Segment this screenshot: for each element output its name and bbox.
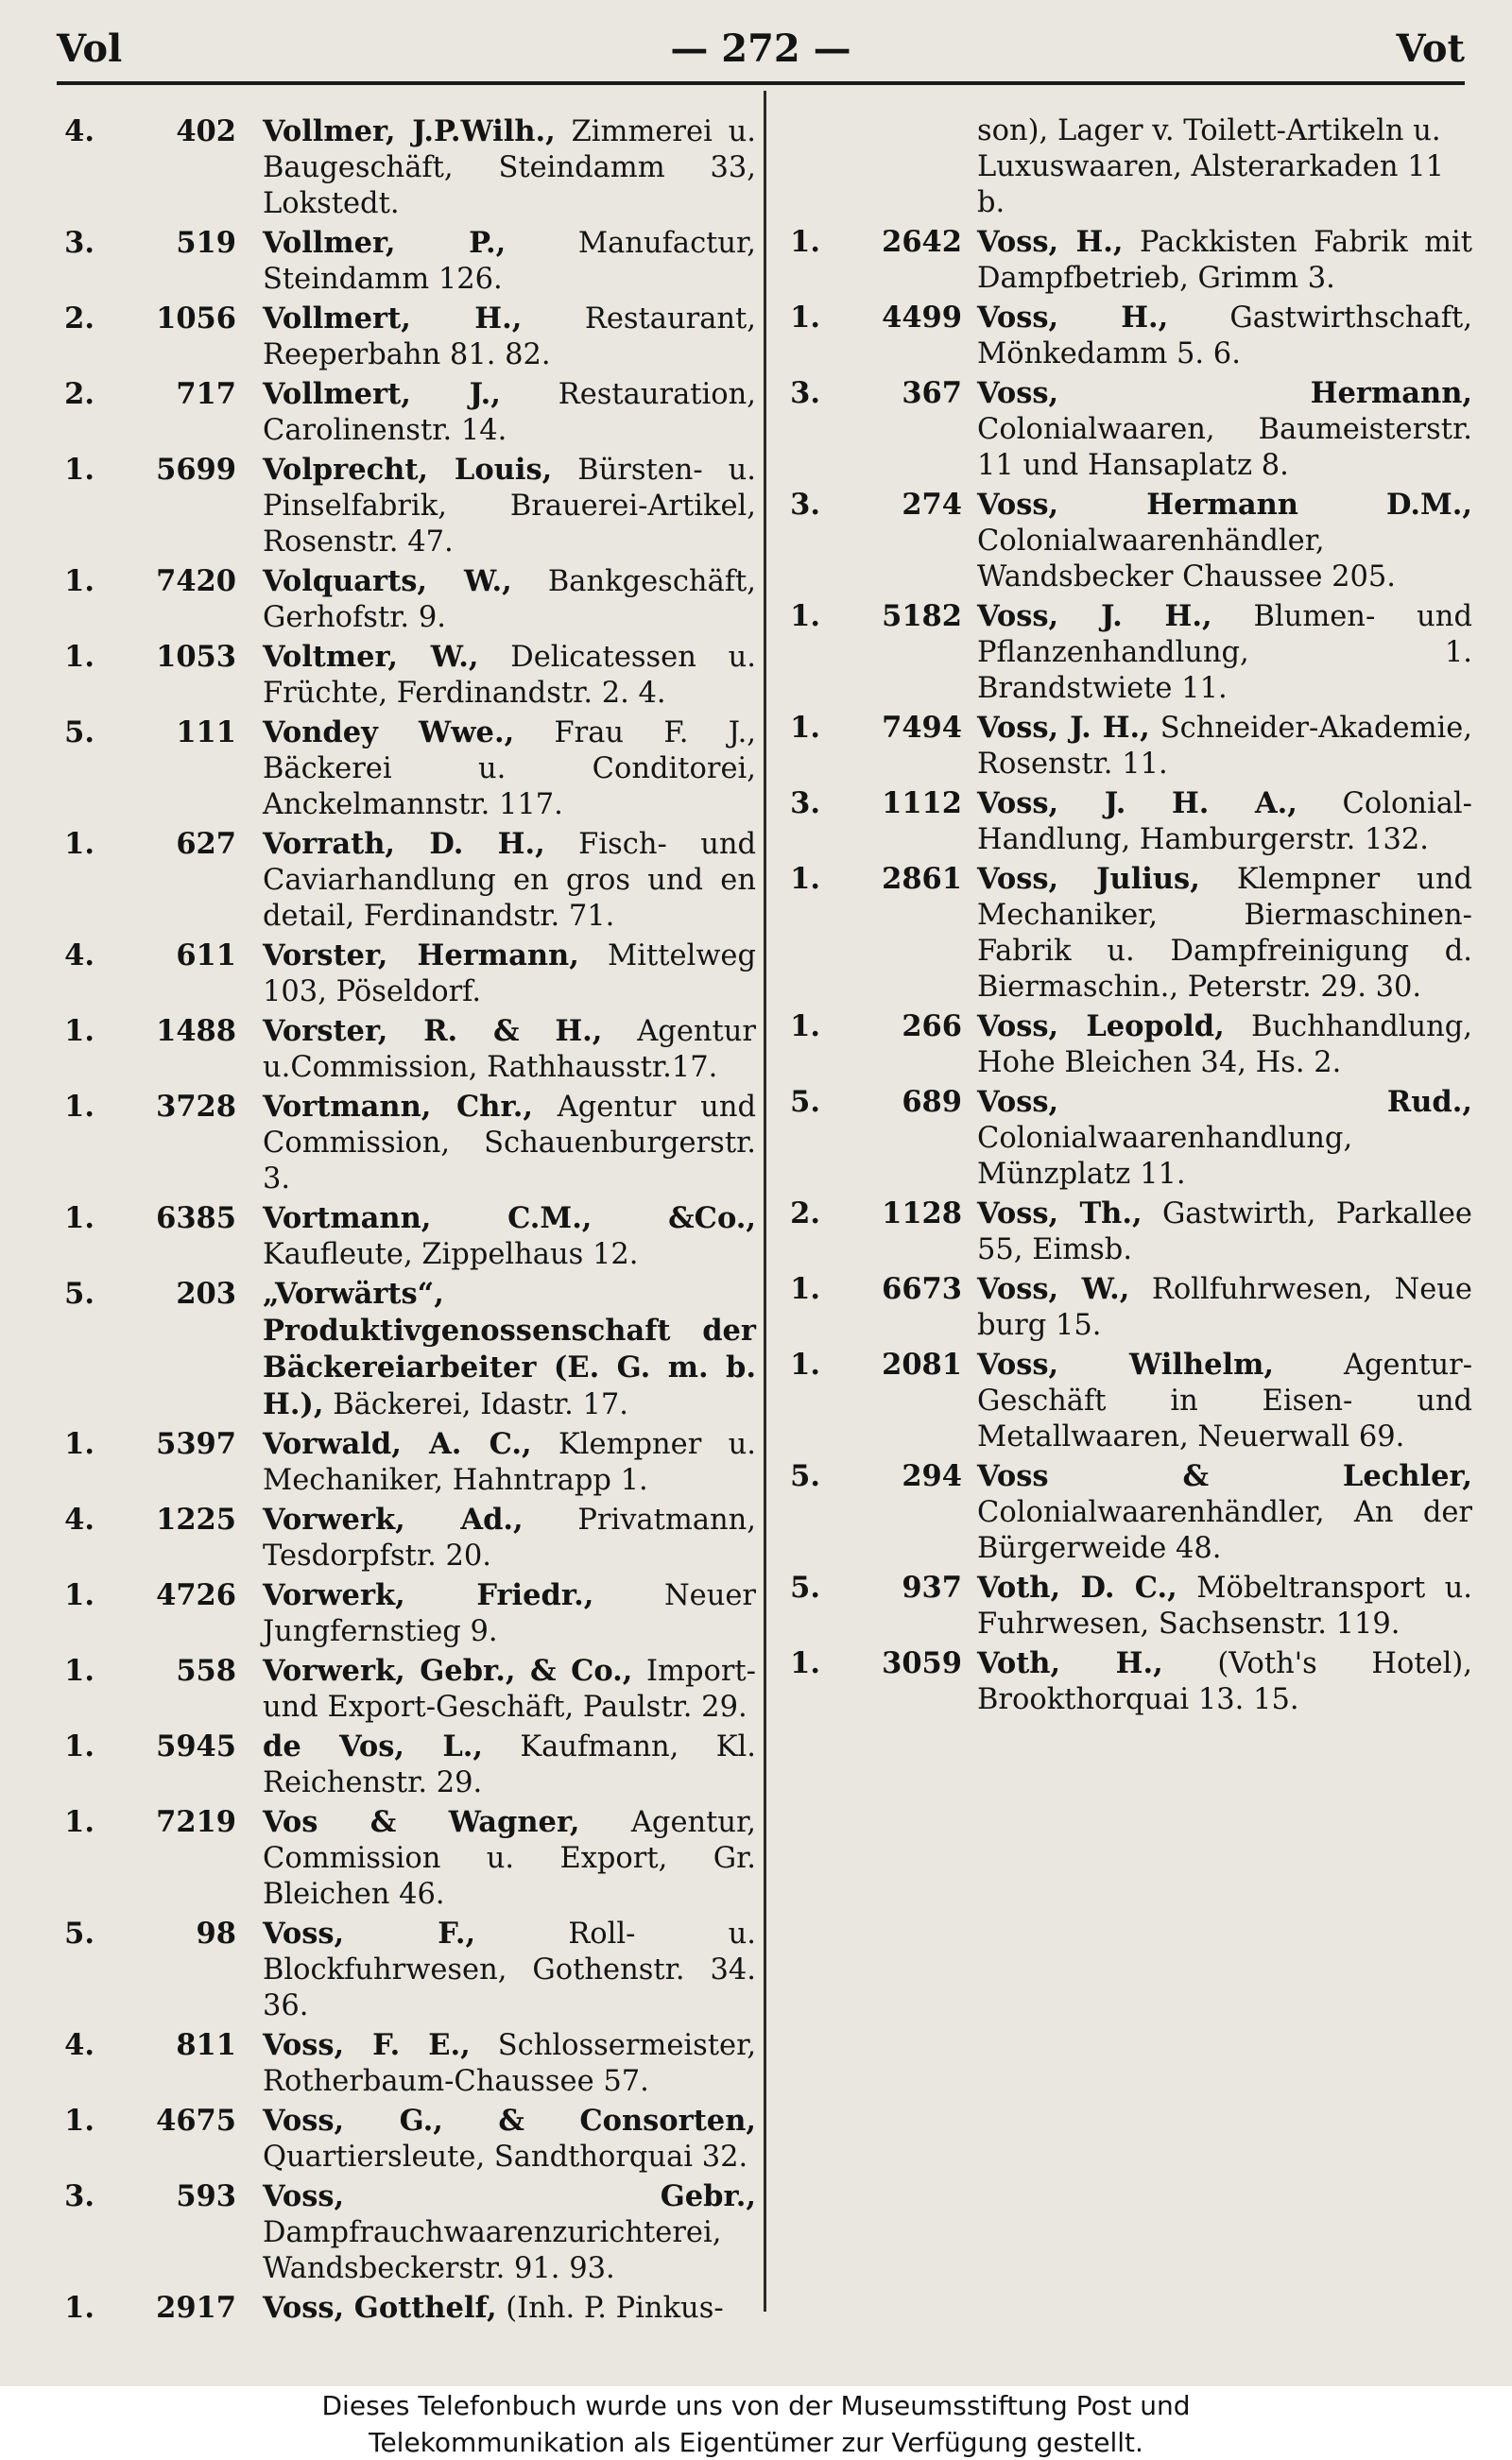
subscriber-details: (Voth's Hotel), Brookthorquai 13. 15. <box>977 1647 1472 1716</box>
subscriber-details: Colonialwaarenhandlung, Münzplatz 11. <box>977 1122 1353 1191</box>
exchange-number: 2. <box>64 377 94 411</box>
subscriber-number: 3728 <box>156 1090 236 1124</box>
directory-entry <box>57 2178 756 2287</box>
exchange-number: 3. <box>790 786 820 820</box>
subscriber-number: 7219 <box>156 1805 236 1839</box>
entry-body <box>263 1200 756 1273</box>
entry-body <box>263 2178 756 2287</box>
phone-number <box>782 1196 976 1231</box>
subscriber-name: Voss & Lechler, <box>977 1459 1472 1493</box>
subscriber-name: Vollmert, H., <box>263 301 523 335</box>
subscriber-name: Voss, Rud., <box>977 1085 1472 1119</box>
subscriber-details: Rollfuhrwesen, Neue burg 15. <box>977 1273 1472 1342</box>
subscriber-details: Möbeltransport u. Fuhrwesen, Sachsenstr. 119. <box>977 1572 1472 1641</box>
subscriber-details: Kaufmann, Kl. Reichenstr. 29. <box>263 1730 756 1799</box>
subscriber-number: 627 <box>176 827 236 861</box>
entry-body <box>263 452 756 560</box>
subscriber-number: 593 <box>176 2179 236 2213</box>
directory-entry <box>57 1502 756 1574</box>
subscriber-number: 1056 <box>156 301 236 335</box>
phone-number <box>57 1916 260 1952</box>
phone-number <box>57 563 260 599</box>
directory-entry <box>57 2103 756 2176</box>
subscriber-details: (Inh. P. Pinkus- <box>506 2292 724 2325</box>
exchange-number: 1. <box>64 1805 94 1839</box>
phone-number <box>782 1645 976 1681</box>
subscriber-details: Manufactur, Steindamm 126. <box>263 227 756 296</box>
entry-body <box>977 598 1472 707</box>
directory-entry <box>57 376 756 449</box>
subscriber-name: Voth, H., <box>977 1646 1163 1680</box>
subscriber-name: Voss, J. H. A., <box>977 786 1297 820</box>
entry-body <box>977 785 1472 858</box>
subscriber-number: 7420 <box>156 564 236 598</box>
exchange-number: 1. <box>64 1090 94 1124</box>
subscriber-name: Voss, Gebr., <box>263 2179 756 2213</box>
exchange-number: 1. <box>790 301 820 335</box>
subscriber-name: Vondey Wwe., <box>263 715 515 749</box>
subscriber-details: Zimmerei u. Baugeschäft, Steindamm 33, Lokstedt. <box>263 115 756 220</box>
subscriber-details: Colonialwaarenhändler, An der Bürgerweide 48. <box>977 1496 1472 1565</box>
directory-entry <box>782 1008 1472 1081</box>
exchange-number: 4. <box>64 1503 94 1537</box>
subscriber-number: 5945 <box>156 1729 236 1763</box>
subscriber-details: Packkisten Fabrik mit Dampfbetrieb, Grimm 3. <box>977 226 1472 295</box>
subscriber-number: 98 <box>196 1917 236 1951</box>
phone-number <box>57 1577 260 1613</box>
directory-entry <box>57 1804 756 1913</box>
subscriber-name: Voss, Hermann D.M., <box>977 488 1472 522</box>
header-rule <box>57 81 1465 85</box>
subscriber-details: Klempner und Mechaniker, Biermaschinen-Fabrik u. Dampfreinigung d. Biermaschin., Peterstr. 29. 30. <box>977 863 1472 1004</box>
subscriber-name: Voth, D. C., <box>977 1571 1177 1605</box>
exchange-number: 1. <box>64 1654 94 1688</box>
entry-body <box>263 714 756 823</box>
subscriber-number: 274 <box>902 488 962 522</box>
phone-number <box>57 1426 260 1462</box>
entry-body <box>977 1347 1472 1455</box>
directory-entry <box>782 785 1472 858</box>
directory-entry <box>782 1645 1472 1718</box>
subscriber-name: Vorster, R. & H., <box>263 1014 603 1048</box>
subscriber-details: Colonial-Handlung, Hamburgerstr. 132. <box>977 787 1472 856</box>
phone-number <box>57 1013 260 1049</box>
directory-entry <box>57 1200 756 1273</box>
entry-body <box>263 301 756 373</box>
directory-entry <box>782 224 1472 297</box>
subscriber-name: Voss, W., <box>977 1272 1130 1306</box>
subscriber-number: 402 <box>176 114 236 148</box>
exchange-number: 5. <box>790 1459 820 1493</box>
subscriber-number: 1225 <box>156 1503 236 1537</box>
directory-entry <box>782 487 1472 595</box>
subscriber-number: 4726 <box>156 1578 236 1612</box>
exchange-number: 5. <box>790 1571 820 1605</box>
entry-body <box>263 1089 756 1197</box>
directory-entry <box>782 1347 1472 1455</box>
exchange-number: 3. <box>64 2179 94 2213</box>
phone-number <box>782 598 976 634</box>
subscriber-number: 2917 <box>156 2291 236 2325</box>
exchange-number: 1. <box>64 2104 94 2138</box>
subscriber-number: 294 <box>902 1459 962 1493</box>
directory-entry <box>782 1570 1472 1643</box>
subscriber-details: Dampfrauchwaarenzurichterei, Wandsbeckerstr. 91. 93. <box>263 2216 722 2285</box>
entry-body <box>977 300 1472 372</box>
exchange-number: 5. <box>64 715 94 749</box>
phone-number <box>782 375 976 411</box>
subscriber-name: Vollmer, J.P.Wilh., <box>263 114 556 148</box>
subscriber-number: 2081 <box>882 1348 962 1382</box>
subscriber-name: Voss, H., <box>977 225 1124 259</box>
subscriber-name: Voss, Leopold, <box>977 1009 1225 1043</box>
directory-entry <box>57 1013 756 1086</box>
entry-body <box>263 1653 756 1726</box>
exchange-number: 4. <box>64 114 94 148</box>
entry-body <box>977 1271 1472 1344</box>
continued-entry-text: son), Lager v. Toilett-Artikeln u. Luxuswaaren, Alsterarkaden 11 b. <box>977 114 1445 219</box>
entry-body <box>977 487 1472 595</box>
exchange-number: 3. <box>790 376 820 410</box>
subscriber-name: Voss, G., & Consorten, <box>263 2104 756 2138</box>
entry-body <box>263 563 756 636</box>
subscriber-name: Volquarts, W., <box>263 564 512 598</box>
directory-entry <box>57 639 756 712</box>
subscriber-name: Voss, J. H., <box>977 599 1212 633</box>
subscriber-details: Buchhandlung, Hohe Bleichen 34, Hs. 2. <box>977 1010 1472 1079</box>
subscriber-number: 5182 <box>882 599 962 633</box>
subscriber-number: 558 <box>176 1654 236 1688</box>
entry-body <box>263 225 756 298</box>
phone-number <box>782 1570 976 1606</box>
directory-entry <box>57 2290 756 2327</box>
subscriber-details: Bankgeschäft, Gerhofstr. 9. <box>263 565 756 634</box>
exchange-number: 1. <box>64 2291 94 2325</box>
subscriber-number: 689 <box>902 1085 962 1119</box>
subscriber-number: 4499 <box>882 301 962 335</box>
page-number: — 272 — <box>670 26 851 71</box>
exchange-number: 1. <box>64 453 94 487</box>
subscriber-name: Voss, H., <box>977 301 1169 335</box>
exchange-number: 1. <box>790 225 820 259</box>
subscriber-details: Gastwirthschaft, Mönkedamm 5. 6. <box>977 301 1472 370</box>
entry-body <box>977 224 1472 297</box>
subscriber-name: Vorwerk, Ad., <box>263 1503 524 1537</box>
exchange-number: 1. <box>64 564 94 598</box>
subscriber-number: 6673 <box>882 1272 962 1306</box>
exchange-number: 1. <box>64 1729 94 1763</box>
directory-entry <box>57 938 756 1010</box>
subscriber-details: Schlossermeister, Rotherbaum-Chaussee 57. <box>263 2029 757 2098</box>
phone-number <box>782 300 976 335</box>
exchange-number: 2. <box>790 1196 820 1230</box>
phone-number <box>57 1653 260 1689</box>
exchange-number: 3. <box>790 488 820 522</box>
subscriber-name: Voss, F. E., <box>263 2028 471 2062</box>
phone-number <box>57 1089 260 1125</box>
phone-number <box>782 710 976 746</box>
subscriber-name: Vorrath, D. H., <box>263 827 545 861</box>
phone-number <box>57 2027 260 2063</box>
subscriber-name: Vorwerk, Gebr., & Co., <box>263 1654 633 1688</box>
subscriber-details: Agentur und Commission, Schauenburgerstr. 3. <box>263 1091 756 1196</box>
subscriber-number: 7494 <box>882 711 962 745</box>
phone-number <box>57 714 260 750</box>
subscriber-details: Privatmann, Tesdorpfstr. 20. <box>263 1504 756 1573</box>
directory-entry <box>57 714 756 823</box>
exchange-number: 1. <box>790 862 820 896</box>
entry-body <box>263 1804 756 1913</box>
exchange-number: 1. <box>790 1009 820 1043</box>
phone-number <box>57 452 260 488</box>
subscriber-name: de Vos, L., <box>263 1729 484 1763</box>
footer-notice <box>0 2386 1512 2460</box>
entry-body <box>263 826 756 935</box>
entry-body <box>977 710 1472 783</box>
exchange-number: 1. <box>64 1427 94 1461</box>
entry-body <box>263 639 756 712</box>
subscriber-name: Vorwerk, Friedr., <box>263 1578 594 1612</box>
phone-number <box>782 1458 976 1494</box>
exchange-number: 1. <box>790 1272 820 1306</box>
exchange-number: 1. <box>64 827 94 861</box>
directory-entry <box>57 301 756 373</box>
header-left-keyword: Vol <box>57 26 123 71</box>
subscriber-number: 203 <box>176 1277 236 1311</box>
subscriber-number: 1128 <box>882 1196 962 1230</box>
subscriber-name: Voss, F., <box>263 1917 476 1951</box>
directory-entry <box>57 452 756 560</box>
subscriber-details: Frau F. J., Bäckerei u. Conditorei, Anckelmannstr. 117. <box>263 716 756 821</box>
subscriber-number: 5699 <box>156 453 236 487</box>
subscriber-details: Gastwirth, Parkallee 55, Eimsb. <box>977 1197 1472 1266</box>
subscriber-number: 266 <box>902 1009 962 1043</box>
exchange-number: 5. <box>64 1277 94 1311</box>
directory-entry <box>57 563 756 636</box>
subscriber-details: Kaufleute, Zippelhaus 12. <box>263 1238 639 1271</box>
subscriber-number: 111 <box>176 715 236 749</box>
subscriber-details: Colonialwaarenhändler, Wandsbecker Chaussee 205. <box>977 525 1396 593</box>
phone-number <box>782 1008 976 1044</box>
subscriber-details: Restauration, Carolinenstr. 14. <box>263 378 756 447</box>
right-column <box>782 113 1472 1721</box>
subscriber-number: 937 <box>902 1571 962 1605</box>
subscriber-number: 717 <box>176 377 236 411</box>
subscriber-name: Vos & Wagner, <box>263 1805 580 1839</box>
subscriber-number: 6385 <box>156 1201 236 1235</box>
subscriber-number: 3059 <box>882 1646 962 1680</box>
entry-body <box>977 1084 1472 1193</box>
entry-body <box>263 1729 756 1801</box>
directory-entry <box>57 1577 756 1650</box>
entry-body <box>977 1570 1472 1643</box>
entry-body <box>263 113 756 222</box>
subscriber-details: Colonialwaaren, Baumeisterstr. 11 und Hansaplatz 8. <box>977 413 1472 482</box>
phone-number <box>57 639 260 675</box>
entry-body <box>263 1276 756 1423</box>
subscriber-name: Vollmert, J., <box>263 377 501 411</box>
subscriber-number: 611 <box>176 938 236 972</box>
entry-body <box>263 1916 756 2024</box>
subscriber-details: Neuer Jungfernstieg 9. <box>263 1579 756 1648</box>
exchange-number: 2. <box>64 301 94 335</box>
left-column <box>57 113 756 2330</box>
entry-body <box>263 938 756 1010</box>
phone-number <box>57 225 260 261</box>
directory-entry <box>57 113 756 222</box>
subscriber-name: Voss, Hermann, <box>977 376 1472 410</box>
entry-body <box>977 861 1472 1006</box>
directory-entry <box>782 300 1472 372</box>
footer-line-2: Telekommunikation als Eigentümer zur Verfügung gestellt. <box>369 2427 1143 2458</box>
subscriber-details: Agentur-Geschäft in Eisen- und Metallwaaren, Neuerwall 69. <box>977 1349 1472 1454</box>
directory-entry <box>782 1196 1472 1268</box>
subscriber-details: Bürsten- u. Pinselfabrik, Brauerei-Artikel, Rosenstr. 47. <box>263 454 756 559</box>
phone-number <box>57 1276 260 1312</box>
subscriber-number: 1488 <box>156 1014 236 1048</box>
directory-entry <box>57 1089 756 1197</box>
entry-body <box>977 1645 1472 1718</box>
subscriber-name: Vorster, Hermann, <box>263 938 579 972</box>
exchange-number: 4. <box>64 2028 94 2062</box>
subscriber-name: Vortmann, C.M., &Co., <box>263 1201 756 1235</box>
entry-body <box>263 1577 756 1650</box>
exchange-number: 5. <box>790 1085 820 1119</box>
exchange-number: 1. <box>790 711 820 745</box>
exchange-number: 4. <box>64 938 94 972</box>
exchange-number: 1. <box>64 1201 94 1235</box>
phone-number <box>57 113 260 149</box>
subscriber-name: Vorwald, A. C., <box>263 1427 532 1461</box>
page-header <box>57 21 1465 77</box>
subscriber-details: Agentur u.Commission, Rathhausstr.17. <box>263 1015 756 1084</box>
directory-entry <box>782 598 1472 707</box>
exchange-number: 1. <box>790 1646 820 1680</box>
phone-number <box>57 1729 260 1764</box>
directory-entry <box>57 1916 756 2024</box>
exchange-number: 1. <box>790 1348 820 1382</box>
subscriber-name: Voss, Th., <box>977 1196 1143 1230</box>
phone-number <box>782 487 976 523</box>
column-divider <box>764 91 766 2312</box>
subscriber-name: Vortmann, Chr., <box>263 1090 533 1124</box>
subscriber-name: Voss, J. H., <box>977 711 1150 745</box>
entry-body <box>263 1426 756 1499</box>
directory-entry <box>782 1271 1472 1344</box>
subscriber-name: Voltmer, W., <box>263 640 479 674</box>
entry-body <box>977 1458 1472 1567</box>
entry-body <box>977 375 1472 484</box>
phone-number <box>57 301 260 336</box>
exchange-number: 3. <box>64 226 94 260</box>
subscriber-number: 1053 <box>156 640 236 674</box>
subscriber-details: Restaurant, Reeperbahn 81. 82. <box>263 302 756 371</box>
subscriber-number: 5397 <box>156 1427 236 1461</box>
subscriber-details: Blumen- und Pflanzenhandlung, 1. Brandstwiete 11. <box>977 600 1472 705</box>
directory-entry <box>57 1653 756 1726</box>
subscriber-details: Mittelweg 103, Pöseldorf. <box>263 939 756 1008</box>
subscriber-number: 519 <box>176 226 236 260</box>
phone-number <box>57 1200 260 1236</box>
subscriber-name: Voss, Gotthelf, <box>263 2291 497 2325</box>
exchange-number: 1. <box>790 599 820 633</box>
entry-body <box>263 2290 756 2327</box>
phone-number <box>57 376 260 412</box>
entry-body <box>263 1013 756 1086</box>
subscriber-details: Bäckerei, Idastr. 17. <box>333 1388 628 1421</box>
phone-number <box>57 2178 260 2214</box>
subscriber-details: Fisch- und Caviarhandlung en gros und en detail, Ferdinandstr. 71. <box>263 828 757 933</box>
subscriber-number: 4675 <box>156 2104 236 2138</box>
directory-entry <box>782 375 1472 484</box>
directory-entry <box>57 826 756 935</box>
phone-number <box>57 938 260 973</box>
entry-body <box>263 1502 756 1574</box>
entry-body <box>263 2027 756 2100</box>
entry-body <box>977 1196 1472 1268</box>
phone-number <box>57 2103 260 2139</box>
subscriber-number: 1112 <box>882 786 962 820</box>
subscriber-details: Schneider-Akademie, Rosenstr. 11. <box>977 712 1472 781</box>
subscriber-name: Vollmer, P., <box>263 226 507 260</box>
phone-number <box>57 1502 260 1538</box>
subscriber-details: Klempner u. Mechaniker, Hahntrapp 1. <box>263 1428 756 1497</box>
exchange-number: 5. <box>64 1917 94 1951</box>
entry-body <box>263 376 756 449</box>
subscriber-name: Voss, Wilhelm, <box>977 1348 1274 1382</box>
subscriber-details: Import- und Export-Geschäft, Paulstr. 29. <box>263 1655 756 1724</box>
phone-number <box>782 785 976 821</box>
phone-number <box>782 1347 976 1383</box>
subscriber-number: 2861 <box>882 862 962 896</box>
directory-entry <box>57 1276 756 1423</box>
subscriber-number: 2642 <box>882 225 962 259</box>
exchange-number: 1. <box>64 640 94 674</box>
directory-entry <box>57 1729 756 1801</box>
phone-number <box>57 1804 260 1840</box>
directory-entry <box>782 861 1472 1006</box>
phone-number <box>57 2290 260 2326</box>
subscriber-details: Quartiersleute, Sandthorquai 32. <box>263 2141 748 2174</box>
subscriber-number: 367 <box>902 376 962 410</box>
phone-number <box>782 224 976 260</box>
footer-line-1: Dieses Telefonbuch wurde uns von der Museumsstiftung Post und <box>321 2390 1191 2421</box>
subscriber-name: Volprecht, Louis, <box>263 453 553 487</box>
directory-entry <box>57 2027 756 2100</box>
subscriber-details: Roll- u. Blockfuhrwesen, Gothenstr. 34. 36. <box>263 1918 756 2022</box>
directory-entry <box>57 225 756 298</box>
phone-number <box>57 826 260 862</box>
directory-entry <box>57 1426 756 1499</box>
directory-entry <box>782 710 1472 783</box>
header-right-keyword: Vot <box>1396 26 1465 71</box>
phone-number <box>782 1084 976 1120</box>
phone-number <box>782 1271 976 1307</box>
directory-entry <box>782 1458 1472 1567</box>
entry-body <box>263 2103 756 2176</box>
subscriber-name: Voss, Julius, <box>977 862 1200 896</box>
subscriber-name: „Vorwärts“, Produktivgenossenschaft der Bäckereiarbeiter (E. G. m. b. H.), <box>263 1277 756 1421</box>
subscriber-number: 811 <box>176 2028 236 2062</box>
phone-number <box>782 861 976 897</box>
exchange-number: 1. <box>64 1014 94 1048</box>
directory-entry <box>782 1084 1472 1193</box>
subscriber-details: Agentur, Commission u. Export, Gr. Bleichen 46. <box>263 1806 756 1911</box>
subscriber-details: Delicatessen u. Früchte, Ferdinandstr. 2. 4. <box>263 641 756 710</box>
exchange-number: 1. <box>64 1578 94 1612</box>
entry-body <box>977 1008 1472 1081</box>
